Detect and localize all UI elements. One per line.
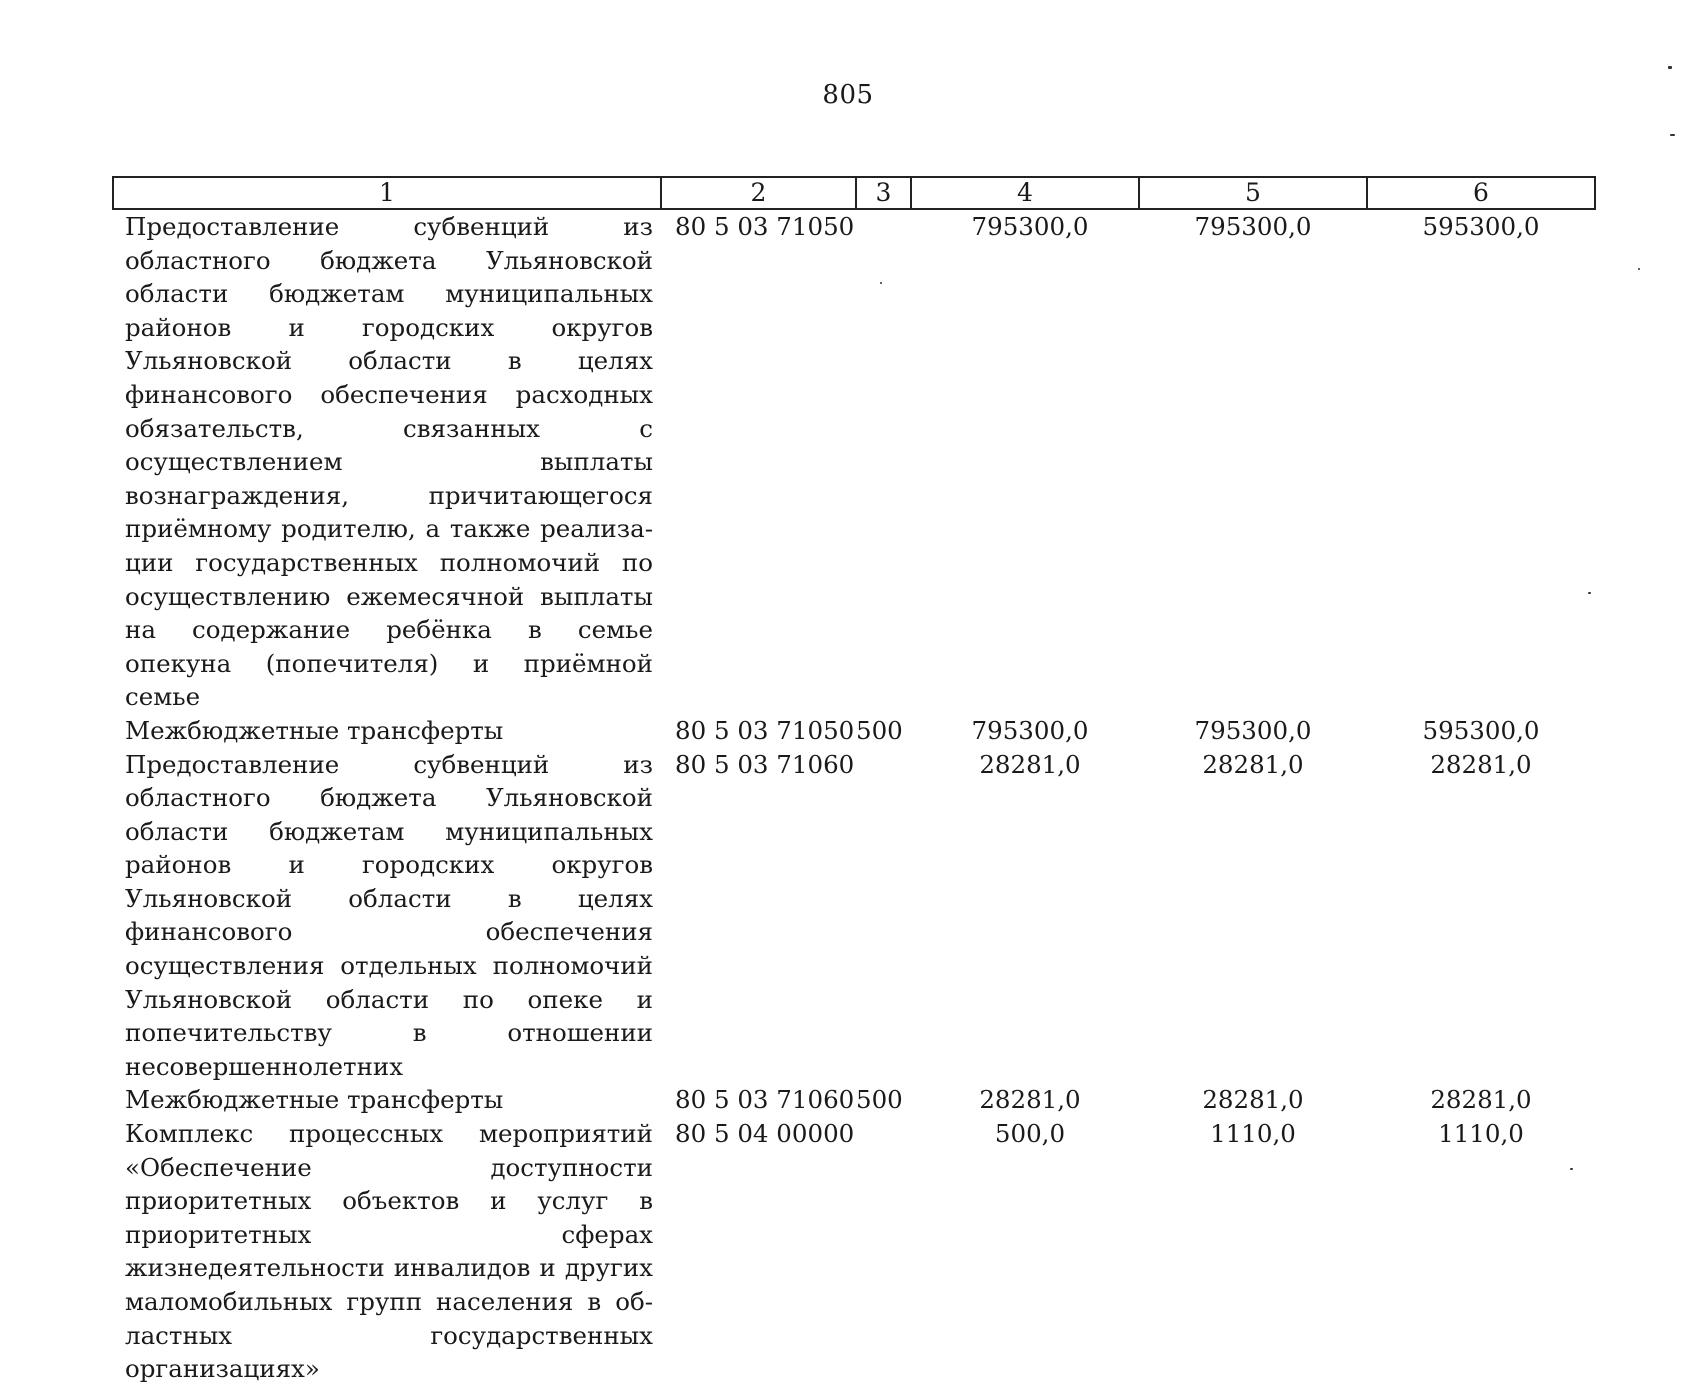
- row-kind: 500: [856, 1085, 903, 1115]
- table-header: [113, 177, 1595, 209]
- table-row: [113, 1117, 1595, 1386]
- table-row: [113, 748, 1595, 1084]
- row-kind: [856, 1117, 911, 1386]
- scan-speck: [880, 282, 882, 284]
- row-value-6: 28281,0: [1430, 1085, 1532, 1115]
- row-value-5: 1110,0: [1210, 1119, 1296, 1149]
- row-code: 80 5 03 71050: [675, 715, 855, 745]
- row-code: 80 5 03 71050: [675, 212, 855, 241]
- row-value-5: 28281,0: [1202, 749, 1304, 779]
- table-row: [113, 1083, 1595, 1117]
- row-kind: 500: [856, 715, 903, 745]
- row-value-5: 795300,0: [1194, 715, 1312, 745]
- row-value-6: 595300,0: [1422, 715, 1540, 745]
- row-name: Предоставление субвенций из областного бюджета Ульяновской области бюджетам муниципальных районов и городских округов Ульяновской области в целях финансового обеспечения расходных обязательств, связанных с осуществлением выплаты вознаграждения, причитающегося приёмному родителю, а также реализации государственных полномочий по осуществлению ежемесячной выплаты на содержание ребёнка в семье опекуна (попечителя) и приёмной семье: [125, 212, 653, 712]
- row-name: Межбюджетные трансферты: [125, 715, 504, 745]
- row-kind: [856, 209, 911, 714]
- header-cell-5: 5: [1139, 177, 1367, 209]
- table-body: [113, 209, 1595, 1386]
- row-value-4: 795300,0: [971, 212, 1089, 241]
- row-value-4: 500,0: [994, 1119, 1066, 1149]
- budget-table: [112, 176, 1596, 1386]
- row-code: 80 5 03 71060: [675, 749, 855, 779]
- scan-speck: [1588, 592, 1591, 594]
- scan-speck: [1570, 1168, 1573, 1170]
- row-value-6: 28281,0: [1430, 749, 1532, 779]
- row-value-4: 28281,0: [979, 749, 1081, 779]
- row-name: Межбюджетные трансферты: [125, 1085, 504, 1115]
- header-cell-6: 6: [1367, 177, 1595, 209]
- scan-speck: [1670, 134, 1675, 136]
- header-row: [113, 177, 1595, 209]
- row-kind: [856, 748, 911, 1084]
- page-number: 805: [822, 80, 874, 110]
- table-row: [113, 209, 1595, 714]
- row-name: Комплекс процессных мероприятий «Обеспечение доступности приоритетных объектов и услуг в приоритетных сферах жизнедеятельности инвалидов и других маломобильных групп населения в областных государственных организациях»: [125, 1119, 653, 1384]
- row-value-4: 795300,0: [971, 715, 1089, 745]
- row-name: Предоставление субвенций из областного бюджета Ульяновской области бюджетам муниципальных районов и городских округов Ульяновской области в целях финансового обеспечения осуществления отдельных полномочий Ульяновской области по опеке и попечительству в отношении несовершеннолетних: [125, 749, 653, 1081]
- header-cell-1: 1: [113, 177, 661, 209]
- row-value-5: 28281,0: [1202, 1085, 1304, 1115]
- row-value-5: 795300,0: [1194, 212, 1312, 241]
- header-cell-4: 4: [911, 177, 1139, 209]
- row-code: 80 5 04 00000: [675, 1119, 855, 1149]
- row-code: 80 5 03 71060: [675, 1085, 855, 1115]
- scan-speck: [1668, 66, 1672, 69]
- header-cell-2: 2: [661, 177, 856, 209]
- row-value-6: 1110,0: [1438, 1119, 1524, 1149]
- table-row: [113, 714, 1595, 748]
- scan-speck: [1638, 268, 1640, 270]
- header-cell-3: 3: [856, 177, 911, 209]
- row-value-6: 595300,0: [1422, 212, 1540, 241]
- row-value-4: 28281,0: [979, 1085, 1081, 1115]
